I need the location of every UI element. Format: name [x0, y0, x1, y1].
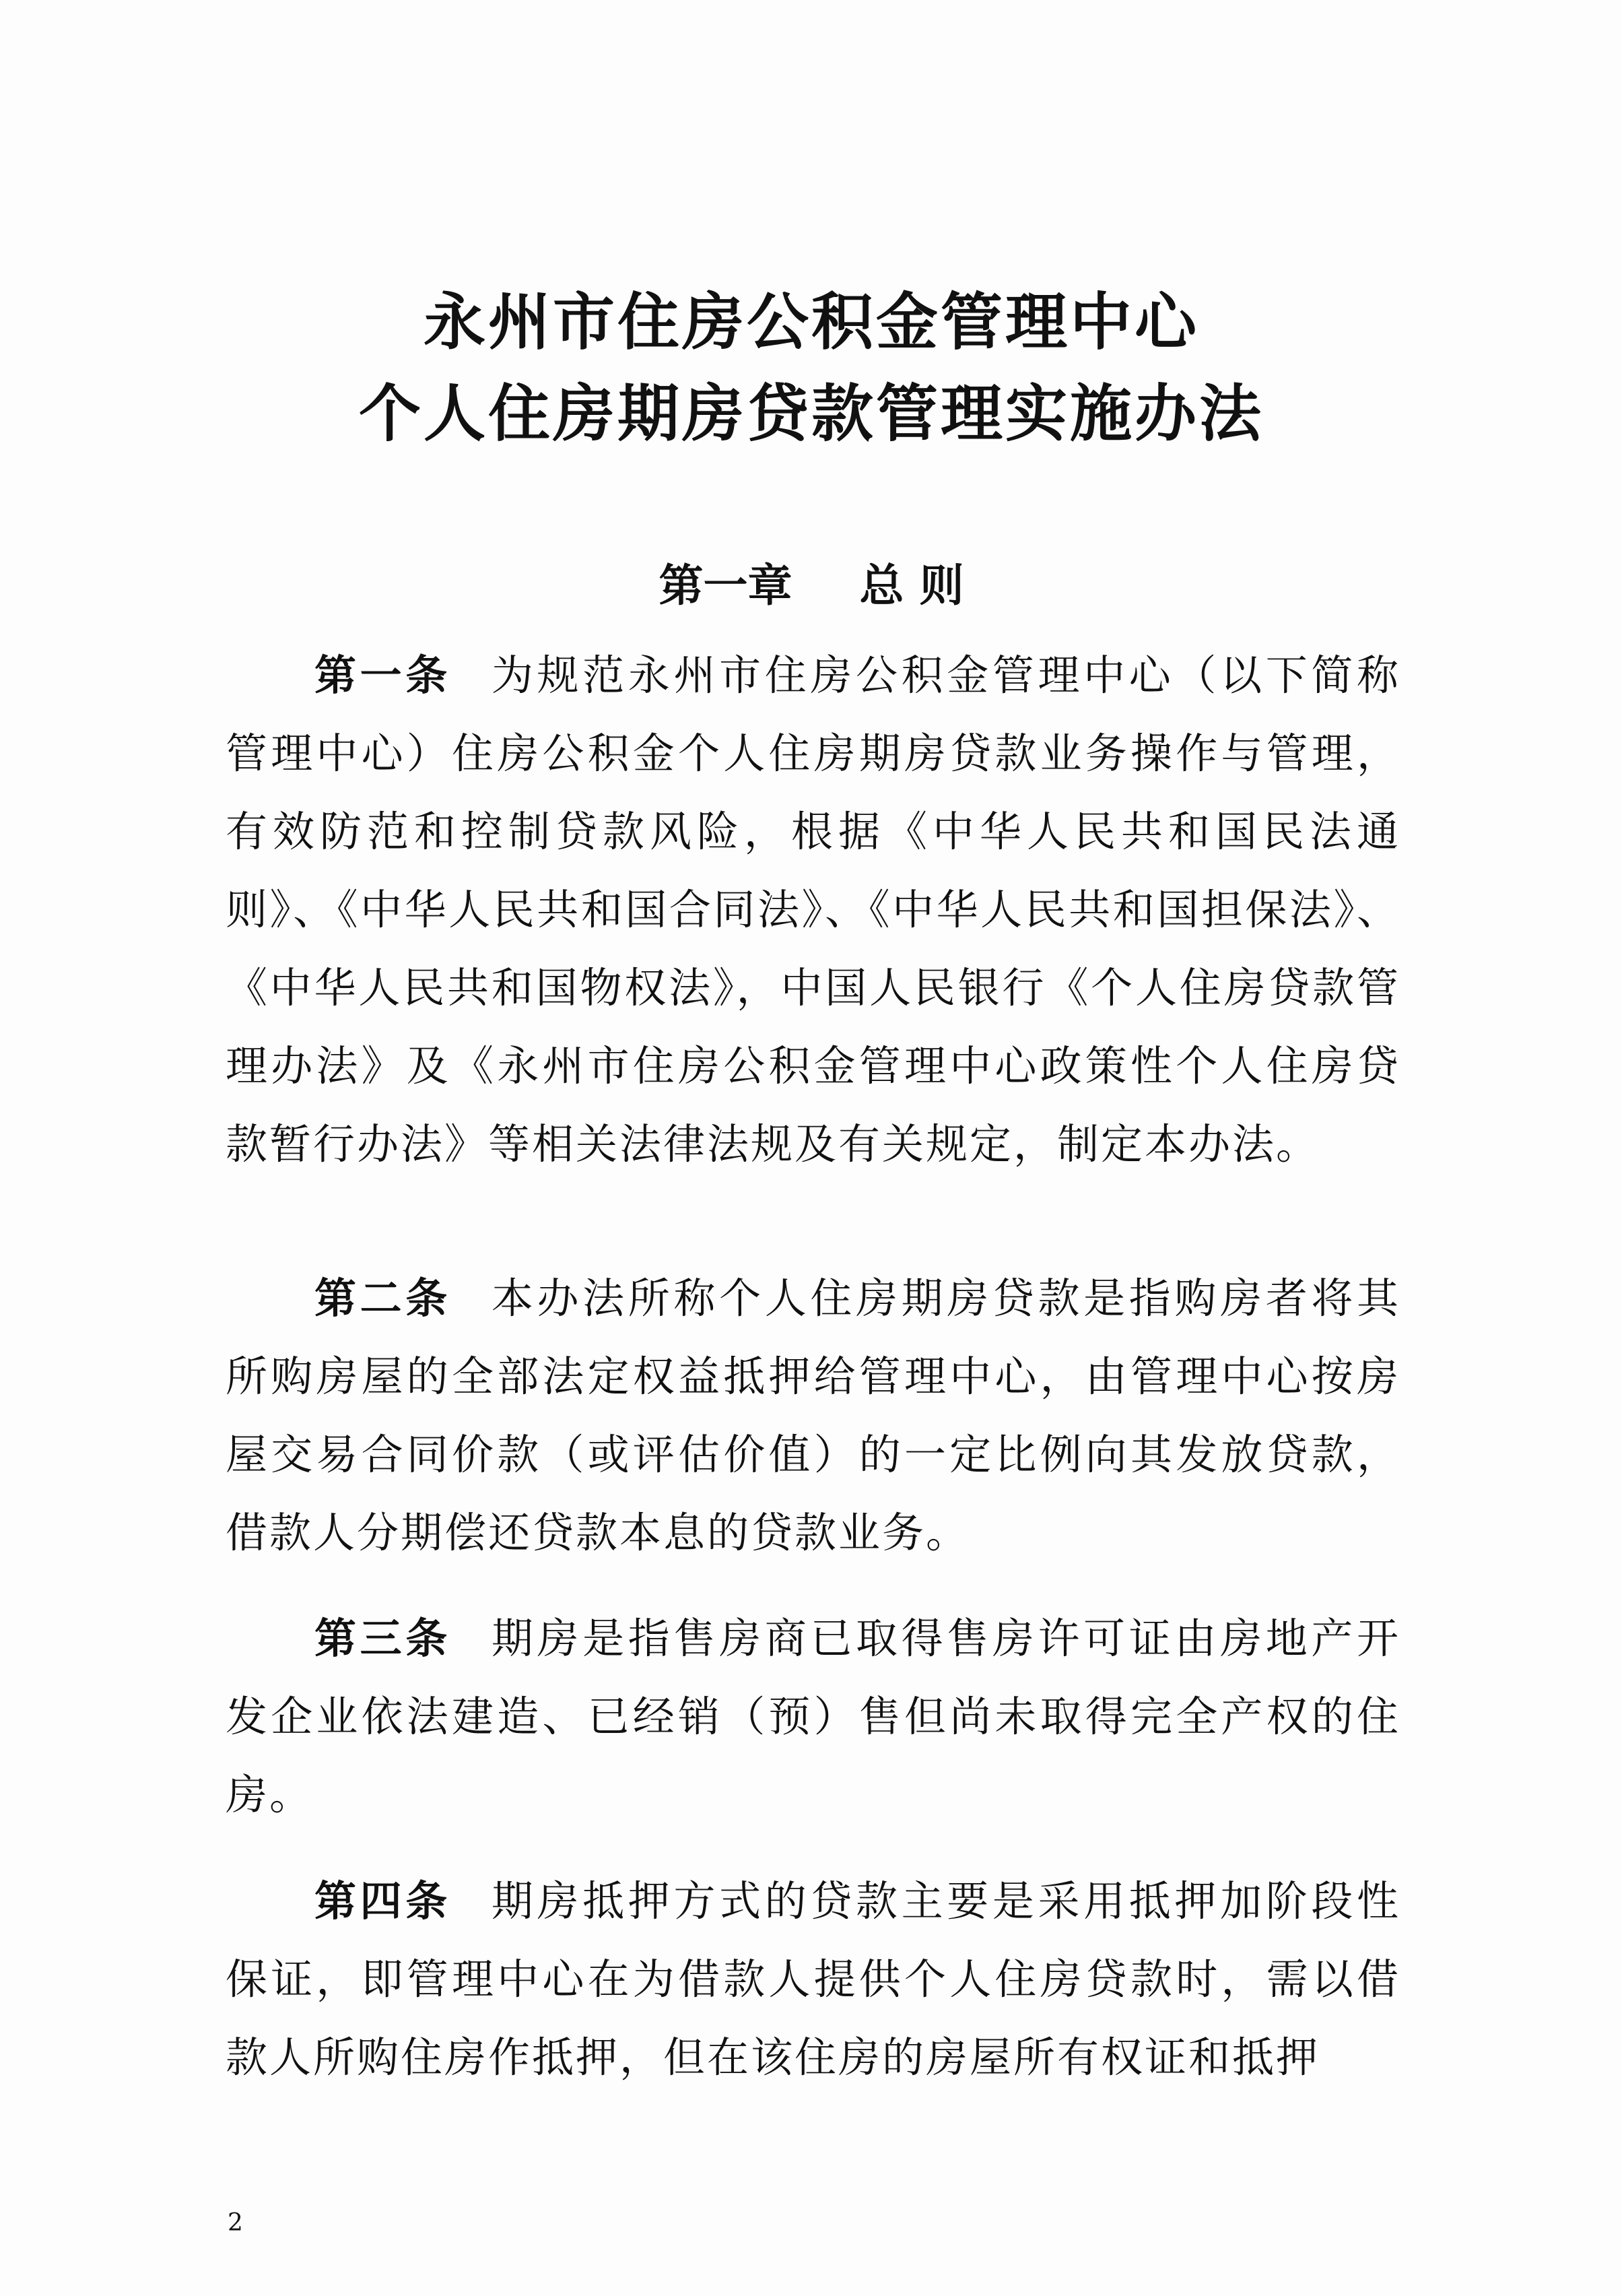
article-text: 本办法所称个人住房期房贷款是指购房者将其所购房屋的全部法定权益抵押给管理中心，由管理中心按房屋交易合同价款（或评估价值）的一定比例向其发放贷款，借款人分期偿还贷款本息的贷款业务。 — [226, 1274, 1400, 1557]
article-4 — [226, 1862, 1400, 2097]
article-label: 第三条 — [314, 1614, 451, 1663]
page-number: 2 — [228, 2209, 243, 2237]
chapter-name: 总 则 — [859, 559, 964, 612]
article-3 — [226, 1600, 1400, 1834]
article-2 — [226, 1259, 1400, 1572]
article-label: 第一条 — [314, 651, 451, 700]
article-1 — [226, 636, 1400, 1183]
article-label: 第二条 — [314, 1274, 451, 1323]
article-label: 第四条 — [314, 1876, 451, 1926]
article-text: 期房抵押方式的贷款主要是采用抵押加阶段性保证，即管理中心在为借款人提供个人住房贷款时，需以借款人所购住房作抵押，但在该住房的房屋所有权证和抵押 — [226, 1876, 1400, 2082]
chapter-number: 第一章 — [658, 559, 792, 612]
article-text: 为规范永州市住房公积金管理中心（以下简称管理中心）住房公积金个人住房期房贷款业务操作与管理，有效防范和控制贷款风险，根据《中华人民共和国民法通则》、《中华人民共和国合同法》、《中华人民共和国担保法》、《中华人民共和国物权法》，中国人民银行《个人住房贷款管理办法》及《永州市住房公积金管理中心政策性个人住房贷款暂行办法》等相关法律法规及有关规定，制定本办法。 — [226, 651, 1400, 1169]
chapter-heading — [202, 559, 1421, 612]
document-title-line-2: 个人住房期房贷款管理实施办法 — [358, 377, 1264, 450]
article-text: 期房是指售房商已取得售房许可证由房地产开发企业依法建造、已经销（预）售但尚未取得完全产权的住房。 — [226, 1614, 1400, 1819]
document-title-line-1: 永州市住房公积金管理中心 — [423, 286, 1199, 358]
